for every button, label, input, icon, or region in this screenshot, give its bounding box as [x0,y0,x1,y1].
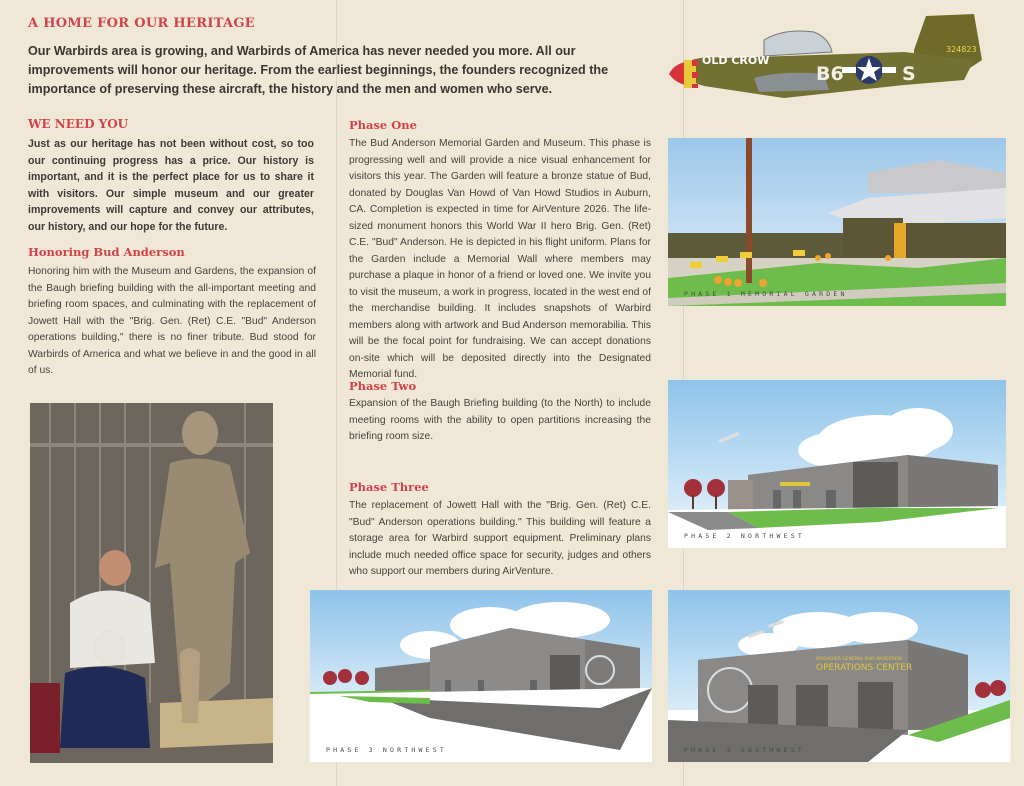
phase-two-text: Expansion of the Baugh Briefing building (to the North) to include meeting rooms with the ability to open partitions increasing the briefing room size. [349,398,651,442]
phase-three-text: The replacement of Jowett Hall with the "Brig. Gen. (Ret) C.E. "Bud" Anderson operations building." This building will feature a storage area for Warbird support equipment. Preliminary plans include much needed office space for security, judges and others who support our members during AirVenture. [349,500,651,577]
aircraft-code-right: S [902,63,916,85]
aircraft-serial: 324823 [946,45,977,54]
ops-sign-top: BRIGADIER GENERAL BUD ANDERSON [816,657,902,662]
phase1-memorial-garden-rendering [668,138,1006,306]
phase1-caption: PHASE 1 MEMORIAL GARDEN [684,290,848,298]
we-need-you-heading: WE NEED YOU [28,117,129,131]
honoring-text: Honoring him with the Museum and Gardens, the expansion of the Baugh briefing building with the all-important meeting and briefing room spaces, and culminating with the replacement of Jowett Hall with the "Brig. Gen. (Ret) C.E. "Bud" Anderson operations building," there is no finer tribute. Bud stood for Warbirds of America and what we believe in and the good in all of us. [28,266,316,376]
page-heading: A HOME FOR OUR HERITAGE [28,16,255,31]
ops-sign-main: OPERATIONS CENTER [816,663,913,673]
intro-paragraph: Our Warbirds area is growing, and Warbirds of America has never needed you more. All our improvements will honor our heritage. From the earliest beginnings, the founders recognized the importance of preserving these aircraft, the history and the men and women who serve. [28,44,609,96]
phase2-caption: PHASE 2 NORTHWEST [684,532,805,540]
phase-two-heading: Phase Two [349,379,417,393]
statue-photo [30,403,273,763]
phase-one-heading: Phase One [349,118,417,132]
phase3-southwest-rendering [668,590,1010,762]
aircraft-code-left: B6 [816,63,844,85]
p51-aircraft-illustration [664,10,984,105]
phase3-nw-caption: PHASE 3 NORTHWEST [326,746,447,754]
phase3-sw-caption: PHASE 3 SOUTHWEST [684,746,805,754]
we-need-you-text: Just as our heritage has not been without cost, so too our continuing progress has a price. Our history is important, and it is the perfect place for us to share it with visitors. Our simple museum and our greater improvements will capture and convey our attributes, our history, and our hope for the future. [28,138,314,233]
phase-three-heading: Phase Three [349,480,429,494]
honoring-heading: Honoring Bud Anderson [28,245,185,259]
aircraft-name: OLD CROW [702,54,770,67]
phase2-northwest-rendering [668,380,1006,548]
phase3-northwest-rendering [310,590,652,762]
phase-one-text: The Bud Anderson Memorial Garden and Museum. This phase is progressing well and will provide a nice visual enhancement for visitors this year. The Garden will feature a bronze statue of Bud, donated by Douglas Van Howd of Van Howd Studios in Auburn, CA. Completion is expected in time for AirVenture 2026. The life-sized monument honors this World War II hero Brig. Gen. (Ret) C.E. "Bud" Anderson. He is depicted in his flight uniform. Plans for the Garden include a Memorial Wall where members may purchase a plaque in honor of a friend or loved one. We invite you to visit the museum, a work in progress, located in the west end of the merchandise building. It includes snapshots of Warbird members along with artwork and Bud Anderson memorabilia. This will be the focal point for fundraising. We can accept donations on-site which will be deposited directly into the Designated Memorial fund. [349,138,651,380]
